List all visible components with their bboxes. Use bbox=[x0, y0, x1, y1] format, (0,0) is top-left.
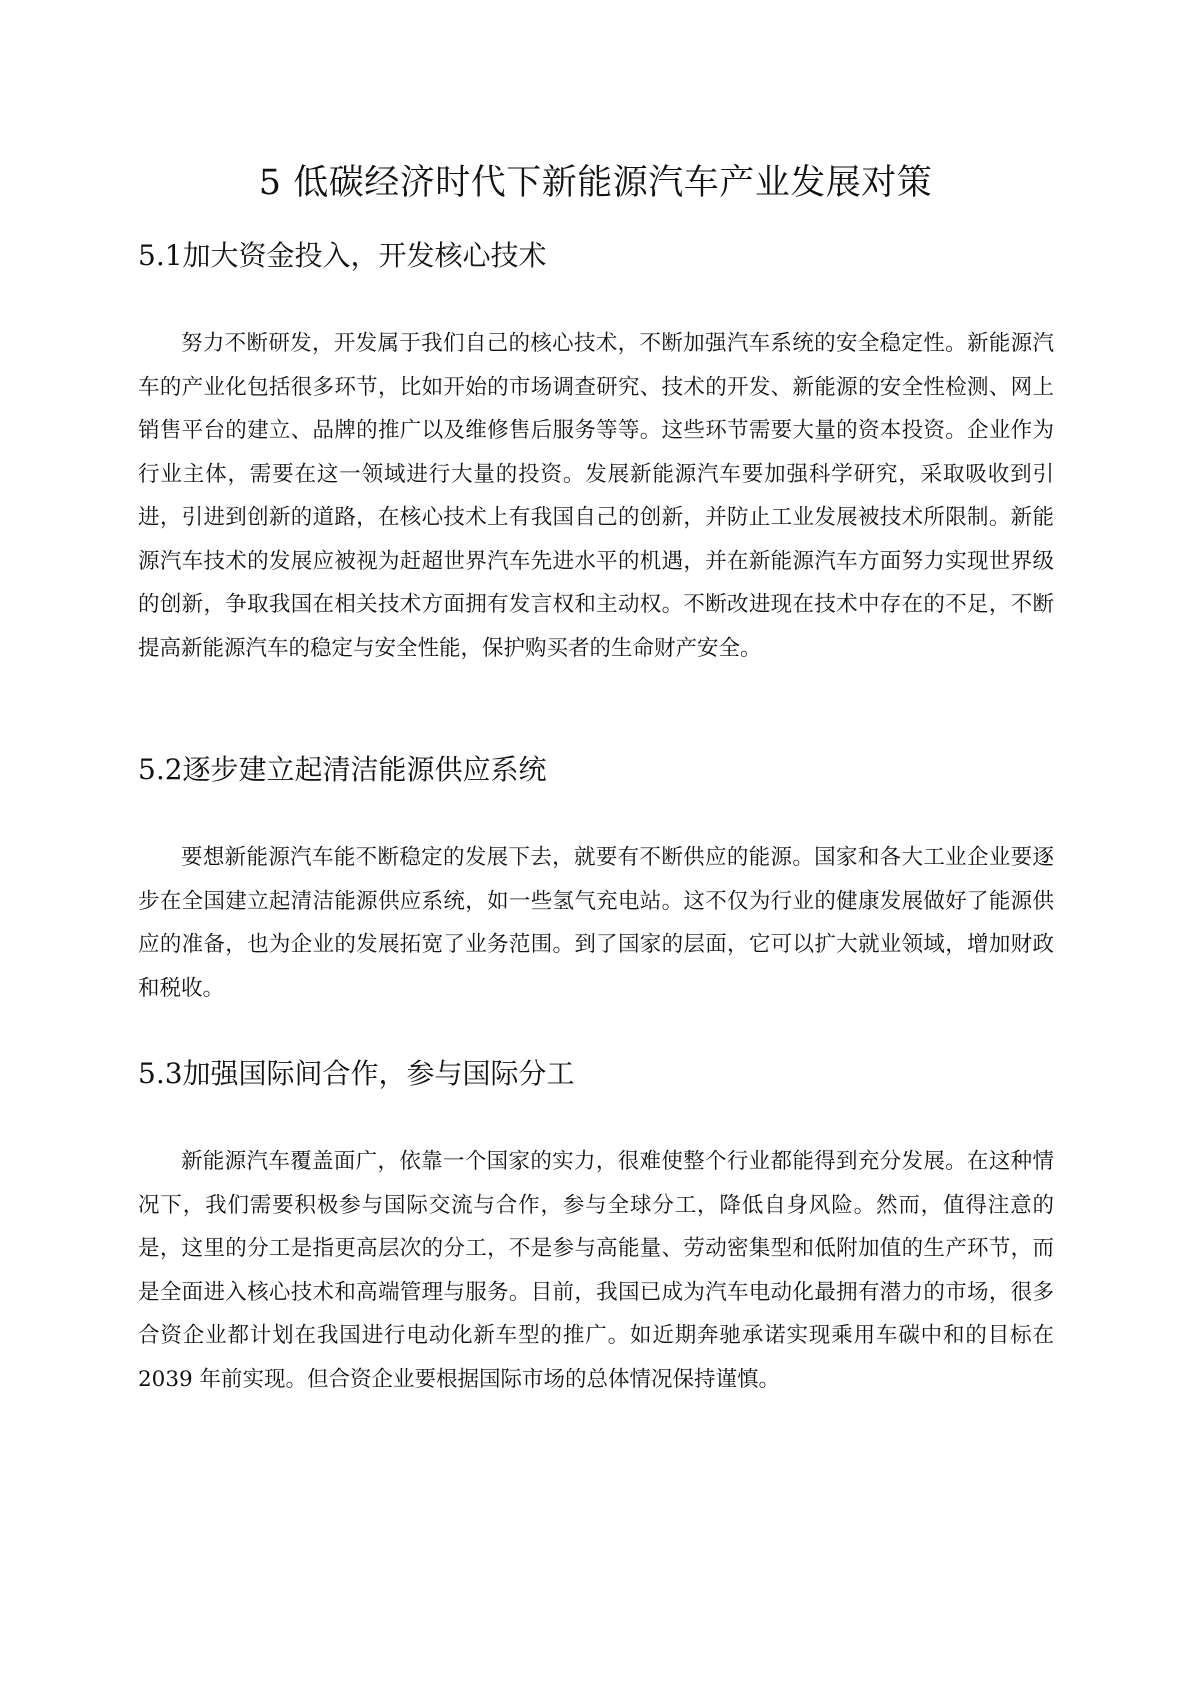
section-heading-5-3: 5.3加强国际间合作，参与国际分工 bbox=[138, 1057, 575, 1090]
section-5-3-paragraph: 新能源汽车覆盖面广，依靠一个国家的实力，很难使整个行业都能得到充分发展。在这种情况下，我们需要积极参与国际交流与合作，参与全球分工，降低自身风险。然而，值得注意的是，这里的分工是指更高层次的分工，不是参与高能量、劳动密集型和低附加值的生产环节，而是全面进入核心技术和高端管理与服务。目前，我国已成为汽车电动化最拥有潜力的市场，很多合资企业都计划在我国进行电动化新车型的推广。如近期奔驰承诺实现乘用车碳中和的目标在 2039 年前实现。但合资企业要根据国际市场的总体情况保持谨慎。 bbox=[138, 1149, 1054, 1392]
section-heading-5-2: 5.2逐步建立起清洁能源供应系统 bbox=[138, 753, 547, 786]
section-5-1-paragraph: 努力不断研发，开发属于我们自己的核心技术，不断加强汽车系统的安全稳定性。新能源汽车的产业化包括很多环节，比如开始的市场调查研究、技术的开发、新能源的安全性检测、网上销售平台的建立、品牌的推广以及维修售后服务等等。这些环节需要大量的资本投资。企业作为行业主体，需要在这一领域进行大量的投资。发展新能源汽车要加强科学研究，采取吸收到引进，引进到创新的道路，在核心技术上有我国自己的创新，并防止工业发展被技术所限制。新能源汽车技术的发展应被视为赶超世界汽车先进水平的机遇，并在新能源汽车方面努力实现世界级的创新，争取我国在相关技术方面拥有发言权和主动权。不断改进现在技术中存在的不足，不断提高新能源汽车的稳定与安全性能，保护购买者的生命财产安全。 bbox=[138, 331, 1054, 661]
chapter-title: 5 低碳经济时代下新能源汽车产业发展对策 bbox=[258, 163, 933, 203]
section-5-2-paragraph: 要想新能源汽车能不断稳定的发展下去，就要有不断供应的能源。国家和各大工业企业要逐步在全国建立起清洁能源供应系统，如一些氢气充电站。这不仅为行业的健康发展做好了能源供应的准备，也为企业的发展拓宽了业务范围。到了国家的层面，它可以扩大就业领域，增加财政和税收。 bbox=[138, 845, 1054, 1001]
section-heading-5-1: 5.1加大资金投入，开发核心技术 bbox=[138, 239, 547, 272]
